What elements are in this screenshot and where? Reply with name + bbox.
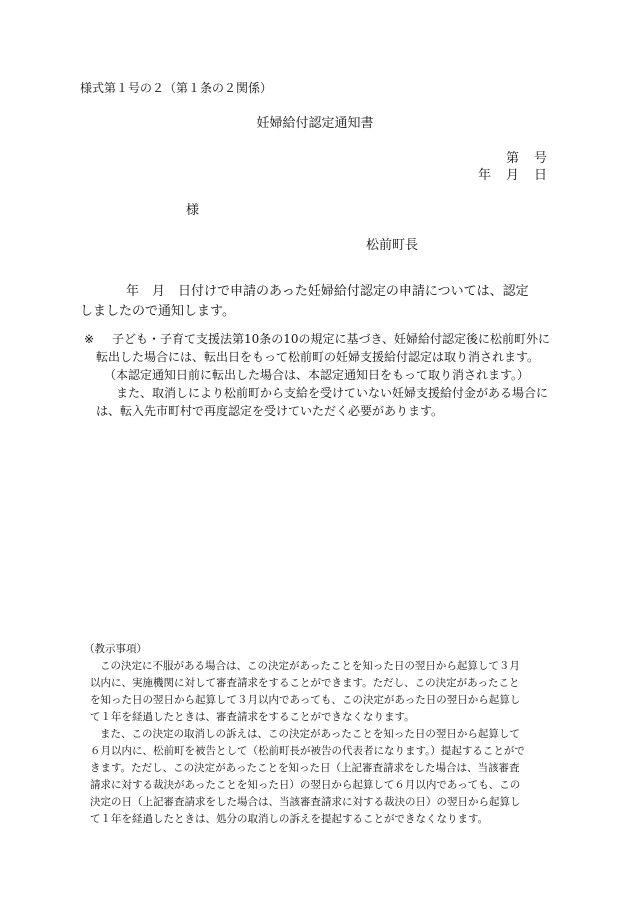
instruction-line: て１年を経過したときは、処分の取消しの訴えを提起することができなくなります。: [90, 813, 489, 825]
instruction-line: この決定に不服がある場合は、この決定があったことを知った日の翌日から起算して３月: [100, 660, 520, 672]
instruction-paragraph: [84, 726, 554, 828]
form-label: 様式第１号の２（第１条の２関係）: [80, 81, 273, 95]
instruction-paragraph: [84, 658, 554, 726]
notice: [84, 330, 554, 420]
instruction-line: 決定の日（上記審査請求をした場合は、当該審査請求に対する裁決の日）の翌日から起算し: [90, 796, 521, 808]
notification-body: [80, 282, 552, 322]
body-line: しましたので通知します。: [80, 304, 235, 319]
body-line: 年 月 日付けで申請のあった妊婦給付認定の申請については、認定: [126, 284, 529, 299]
document-number: 第 号: [505, 151, 548, 166]
notice-line: また、取消しにより松前町から支給を受けていない妊婦支援給付金がある場合に: [116, 386, 549, 400]
instruction-line: また、この決定の取消しの訴えは、この決定があったことを知った日の翌日から起算して: [100, 728, 520, 740]
instruction-line: を知った日の翌日から起算して３月以内であっても、この決定があった日の翌日から起算し: [90, 694, 521, 706]
notice-line: 子ども・子育て支援法第10条の10の規定に基づき、妊婦給付認定後に松前町外に: [112, 332, 551, 346]
note-mark: ※: [84, 332, 95, 346]
instruction-section: [84, 641, 554, 828]
notice-text: [112, 330, 550, 348]
notice-continuation: [84, 348, 554, 420]
document-date: 年 月 日: [477, 168, 548, 183]
notice-row: [84, 330, 554, 348]
instruction-line: 請求に対する裁決があったことを知った日）の翌日から起算して６月以内であっても、この: [90, 779, 521, 791]
notice-line: は、転入先市町村で再度認定を受けていただく必要があります。: [96, 404, 444, 418]
instruction-line: きます。ただし、この決定があったことを知った日（上記審査請求をした場合は、当該審査: [90, 762, 520, 774]
issuer: 松前町長: [366, 238, 419, 253]
addressee: 様: [186, 203, 200, 218]
document-title: 妊婦給付認定通知書: [256, 116, 374, 131]
instruction-heading: （教示事項）: [84, 643, 147, 655]
instruction-line: 以内に、実施機関に対して審査請求をすることができます。ただし、この決定があったこと: [90, 677, 520, 689]
notice-line: （本認定通知日前に転出した場合は、本認定通知日をもって取り消されます。）: [104, 368, 530, 382]
notice-line: 転出した場合には、転出日をもって松前町の妊婦支援給付認定は取り消されます。: [96, 350, 540, 364]
instruction-line: ６月以内に、松前町を被告として（松前町長が被告の代表者になります。）提起することがで: [90, 745, 525, 757]
instruction-line: て１年を経過したときは、審査請求をすることができなくなります。: [90, 711, 415, 723]
